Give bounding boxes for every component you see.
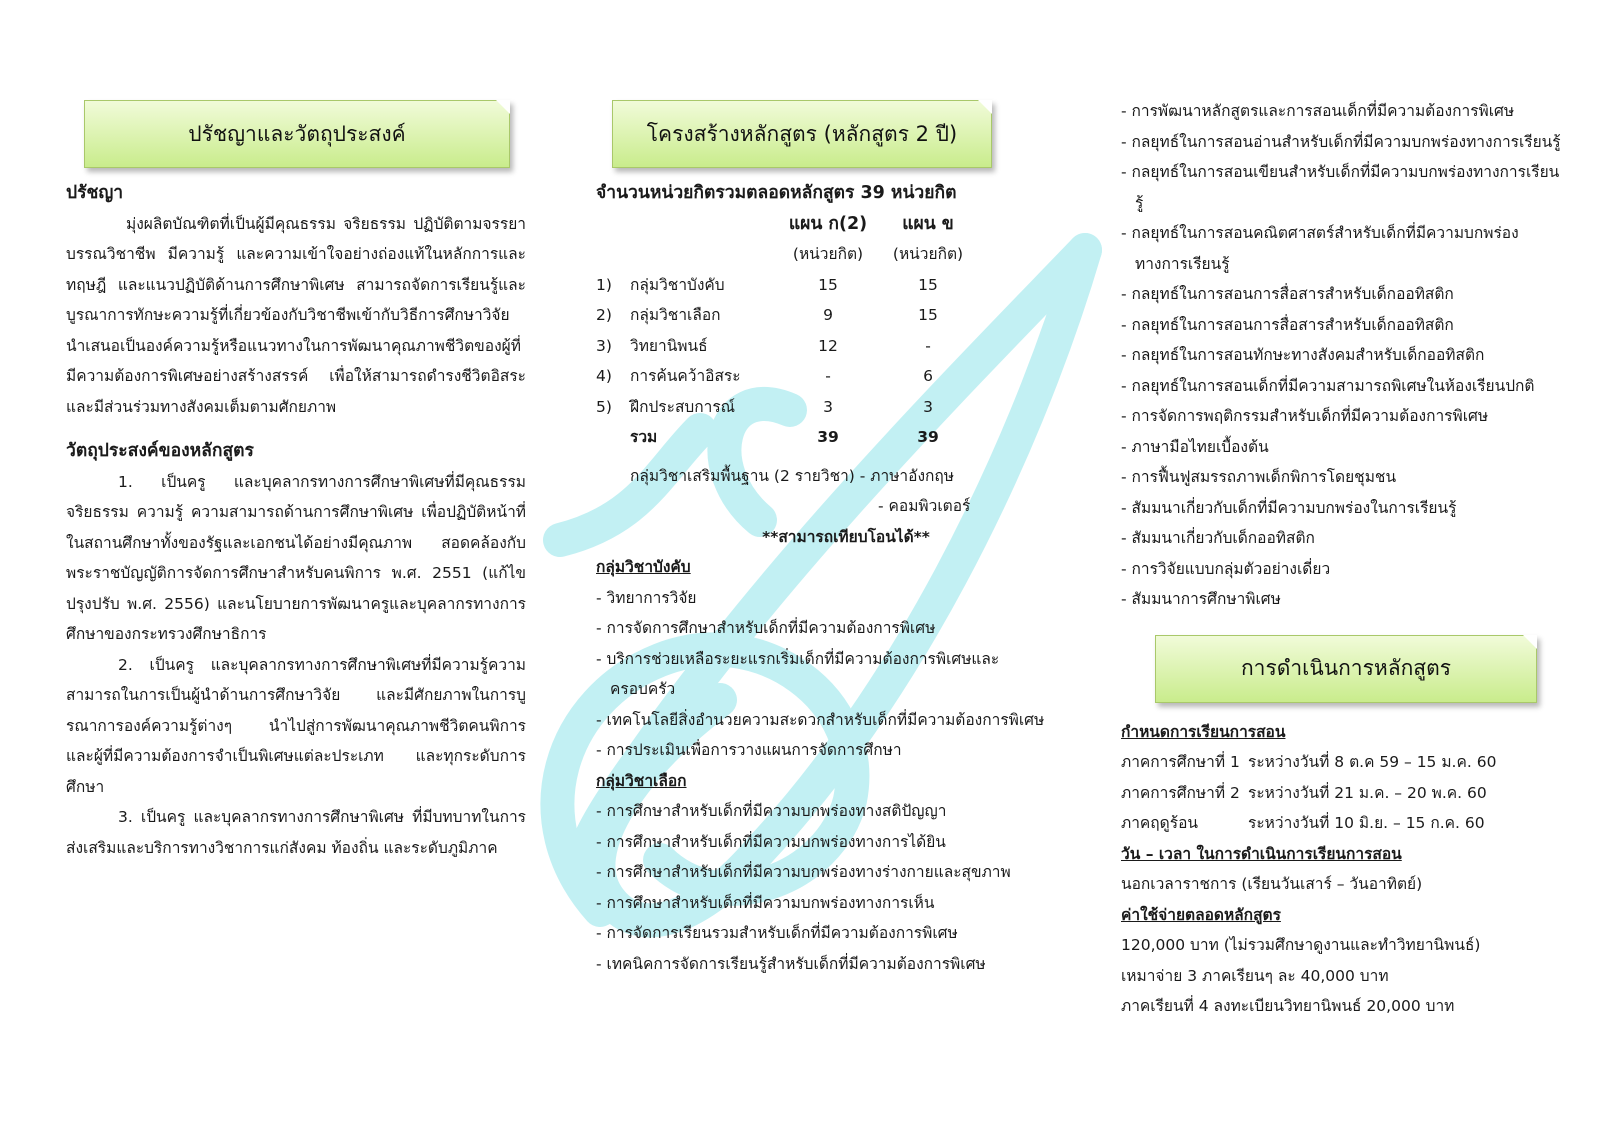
plan-b-header: แผน ข — [902, 213, 954, 234]
transfer-note: **สามารถเทียบโอนได้** — [762, 527, 930, 546]
schedule-dates: ระหว่างวันที่ 10 มิ.ย. – 15 ก.ค. 60 — [1248, 814, 1485, 832]
plan-a-header: แผน ก(2) — [788, 213, 868, 234]
table-row — [596, 331, 978, 362]
row-plan-b: 15 — [918, 306, 938, 324]
schedule-heading: กำหนดการเรียนการสอน — [1121, 722, 1286, 741]
row-plan-b: - — [925, 336, 931, 355]
time-text: นอกเวลาราชการ (เรียนวันเสาร์ – วันอาทิตย์) — [1121, 875, 1423, 893]
row-plan-a: - — [825, 367, 831, 385]
row-name: กลุ่มวิชาบังคับ — [630, 275, 725, 294]
list-item: - การพัฒนาหลักสูตรและการสอนเด็กที่มีความต้องการพิเศษ — [1121, 102, 1515, 120]
row-plan-a: 9 — [823, 306, 833, 324]
table-row — [596, 392, 978, 423]
cost-heading: ค่าใช้จ่ายตลอดหลักสูตร — [1121, 905, 1281, 924]
cost-line: ภาคเรียนที่ 4 ลงทะเบียนวิทยานิพนธ์ 20,000 บาท — [1121, 997, 1455, 1015]
list-item: - สัมมนาการศึกษาพิเศษ — [1121, 590, 1281, 608]
list-item: - เทคนิคการจัดการเรียนรู้สำหรับเด็กที่มีความต้องการพิเศษ — [596, 954, 986, 973]
table-row — [596, 361, 978, 392]
list-item: - เทคโนโลยีสิ่งอำนวยความสะดวกสำหรับเด็กที่มีความต้องการพิเศษ — [596, 710, 1045, 729]
list-item: - การประเมินเพื่อการวางแผนการจัดการศึกษา — [596, 741, 902, 759]
objective-1: 1. เป็นครู และบุคลากรทางการศึกษาพิเศษที่มีคุณธรรม จริยธรรม ความรู้ ความสามารถด้านการศึกษาพิเศษ เพื่อปฏิบัติหน้าที่ในสถานศึกษาทั้งของรัฐและเอกชนได้อย่างมีคุณภาพ สอดคล้องกับพระราชบัญญัติการจัดการศึกษาสำหรับคนพิการ พ.ศ. 2551 (แก้ไขปรุงปรับ พ.ศ. 2556) และนโยบายการพัฒนาครูและบุคลากรทางการศึกษาของกระทรวงศึกษาธิการ — [66, 472, 526, 643]
elective-heading: กลุ่มวิชาเลือก — [596, 771, 687, 790]
objectives-heading: วัตถุประสงค์ของหลักสูตร — [66, 441, 254, 461]
philosophy-heading: ปรัชญา — [66, 183, 124, 203]
list-item: - บริการช่วยเหลือระยะแรกเริ่มเด็กที่มีความต้องการพิเศษและครอบครัว — [596, 649, 1000, 698]
row-plan-a: 15 — [818, 275, 838, 294]
objective-3: 3. เป็นครู และบุคลากรทางการศึกษาพิเศษ ที่มีบทบาทในการส่งเสริมและบริการทางวิชาการแก่สังคม ท้องถิ่น และระดับภูมิภาค — [66, 808, 526, 857]
row-num: 5) — [596, 397, 612, 416]
list-item: - กลยุทธ์ในการสอนการสื่อสารสำหรับเด็กออทิสติก — [1121, 285, 1454, 303]
row-name: กลุ่มวิชาเลือก — [630, 306, 721, 324]
cost-line: เหมาจ่าย 3 ภาคเรียนๆ ละ 40,000 บาท — [1121, 966, 1389, 985]
row-plan-a: 12 — [818, 336, 838, 355]
philosophy-text: มุ่งผลิตบัณฑิตที่เป็นผู้มีคุณธรรม จริยธรรม ปฏิบัติตามจรรยาบรรณวิชาชีพ มีความรู้ และความเข้าใจอย่างถ่องแท้ในหลักการและทฤษฎี และแนวปฏิบัติด้านการศึกษาพิเศษ สามารถจัดการเรียนรู้และบูรณาการทักษะความรู้ที่เกี่ยวข้องกับวิชาชีพเข้ากับวิธีการศึกษาวิจัย นำเสนอเป็นองค์ความรู้หรือแนวทางในการพัฒนาคุณภาพชีวิตของผู้ที่มีความต้องการพิเศษอย่างสร้างสรรค์ เพื่อให้สามารถดำรงชีวิตอิสระและมีส่วนร่วมทางสังคมเต็มตามศักยภาพ — [66, 214, 526, 416]
objective-2: 2. เป็นครู และบุคลากรทางการศึกษาพิเศษที่มีความรู้ความสามารถในการเป็นผู้นำด้านการศึกษาวิจัย และมีศักยภาพในการบูรณาการองค์ความรู้ต่างๆ นำไปสู่การพัฒนาคุณภาพชีวิตคนพิการ และผู้ที่มีความต้องการจำเป็นพิเศษแต่ละประเภท และทุกระดับการศึกษา — [66, 655, 526, 796]
list-item: - การจัดการศึกษาสำหรับเด็กที่มีความต้องการพิเศษ — [596, 619, 936, 637]
row-num: 1) — [596, 275, 612, 294]
schedule-row — [1121, 808, 1561, 839]
list-item: - ภาษามือไทยเบื้องต้น — [1121, 437, 1269, 456]
total-label: รวม — [630, 428, 658, 446]
total-row — [596, 422, 978, 453]
list-item: - กลยุทธ์ในการสอนอ่านสำหรับเด็กที่มีความบกพร่องทางการเรียนรู้ — [1121, 132, 1561, 151]
list-item: - การจัดการพฤติกรรมสำหรับเด็กที่มีความต้องการพิเศษ — [1121, 407, 1489, 425]
total-plan-b: 39 — [917, 428, 939, 446]
required-heading: กลุ่มวิชาบังคับ — [596, 558, 691, 576]
time-heading: วัน – เวลา ในการดำเนินการเรียนการสอน — [1121, 844, 1402, 863]
schedule-term: ภาคฤดูร้อน — [1121, 814, 1198, 832]
schedule-term: ภาคการศึกษาที่ 2 — [1121, 783, 1240, 802]
total-credits-heading: จำนวนหน่วยกิตรวมตลอดหลักสูตร 39 หน่วยกิต — [596, 183, 957, 203]
cost-line: 120,000 บาท (ไม่รวมศึกษาดูงานและทำวิทยานิพนธ์) — [1121, 936, 1481, 954]
list-item: - การศึกษาสำหรับเด็กที่มีความบกพร่องทางร่างกายและสุขภาพ — [596, 863, 1011, 881]
list-item: - กลยุทธ์ในการสอนทักษะทางสังคมสำหรับเด็กออทิสติก — [1121, 346, 1485, 364]
list-item: - สัมมนาเกี่ยวกับเด็กที่มีความบกพร่องในการเรียนรู้ — [1121, 498, 1457, 517]
row-num: 4) — [596, 367, 612, 385]
table-row — [596, 300, 978, 331]
list-item: - การศึกษาสำหรับเด็กที่มีความบกพร่องทางการเห็น — [596, 893, 935, 912]
total-plan-a: 39 — [817, 428, 839, 446]
row-name: การค้นคว้าอิสระ — [630, 367, 741, 385]
banner-structure: โครงสร้างหลักสูตร (หลักสูตร 2 ปี) — [612, 100, 992, 168]
supplementary-line-2: - คอมพิวเตอร์ — [878, 497, 971, 515]
banner-philosophy: ปรัชญาและวัตถุประสงค์ — [84, 100, 510, 168]
list-item: - การศึกษาสำหรับเด็กที่มีความบกพร่องทางการได้ยิน — [596, 832, 946, 851]
column-operation — [1121, 96, 1561, 1022]
list-item: - วิทยาการวิจัย — [596, 588, 697, 607]
list-item: - สัมมนาเกี่ยวกับเด็กออทิสติก — [1121, 529, 1315, 547]
row-plan-b: 6 — [923, 367, 933, 385]
list-item: - การฟื้นฟูสมรรถภาพเด็กพิการโดยชุมชน — [1121, 468, 1397, 486]
list-item: - การวิจัยแบบกลุ่มตัวอย่างเดี่ยว — [1121, 559, 1331, 578]
list-item: - กลยุทธ์ในการสอนเขียนสำหรับเด็กที่มีความบกพร่องทางการเรียนรู้ — [1121, 163, 1560, 212]
row-num: 3) — [596, 336, 612, 355]
banner-operation: การดำเนินการหลักสูตร — [1155, 635, 1537, 703]
list-item: - กลยุทธ์ในการสอนคณิตศาสตร์สำหรับเด็กที่มีความบกพร่องทางการเรียนรู้ — [1121, 224, 1519, 273]
row-num: 2) — [596, 306, 612, 324]
row-name: ฝึกประสบการณ์ — [630, 397, 736, 416]
row-plan-b: 3 — [923, 397, 933, 416]
schedule-term: ภาคการศึกษาที่ 1 — [1121, 753, 1240, 771]
table-row — [596, 270, 978, 301]
list-item: - การศึกษาสำหรับเด็กที่มีความบกพร่องทางสติปัญญา — [596, 802, 947, 820]
schedule-dates: ระหว่างวันที่ 21 ม.ค. – 20 พ.ค. 60 — [1248, 783, 1487, 802]
schedule-row — [1121, 778, 1561, 809]
row-name: วิทยานิพนธ์ — [630, 336, 708, 355]
list-item: - กลยุทธ์ในการสอนการสื่อสารสำหรับเด็กออทิสติก — [1121, 315, 1454, 334]
column-structure — [596, 100, 1056, 979]
plan-a-unit: (หน่วยกิต) — [792, 245, 864, 263]
schedule-row — [1121, 747, 1561, 778]
column-philosophy — [66, 100, 526, 863]
list-item: - กลยุทธ์ในการสอนเด็กที่มีความสามารถพิเศษในห้องเรียนปกติ — [1121, 376, 1535, 395]
row-plan-a: 3 — [823, 397, 833, 416]
schedule-dates: ระหว่างวันที่ 8 ต.ค 59 – 15 ม.ค. 60 — [1248, 753, 1497, 771]
row-plan-b: 15 — [918, 275, 938, 294]
credits-table — [596, 209, 978, 453]
list-item: - การจัดการเรียนรวมสำหรับเด็กที่มีความต้องการพิเศษ — [596, 924, 958, 942]
plan-b-unit: (หน่วยกิต) — [892, 245, 964, 263]
supplementary-line-1: กลุ่มวิชาเสริมพื้นฐาน (2 รายวิชา) - ภาษาอังกฤษ — [630, 466, 954, 485]
